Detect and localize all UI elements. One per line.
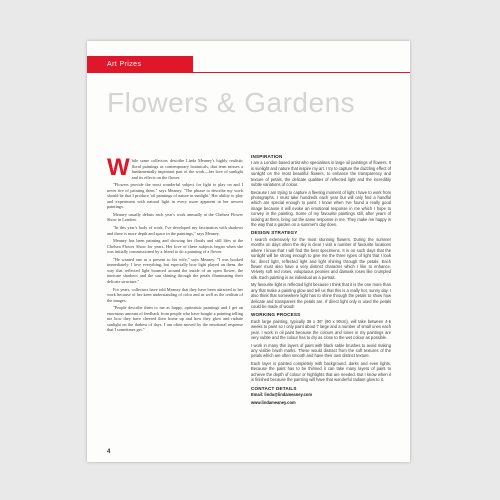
body-paragraph: Because I am trying to capture a fleeting moment of light I have to work from photographs. I must take hundreds each year but will only find a handful which are special enough to paint. I know when I've found a really good image because it will evoke an emotional response in me which I hope to convey in the painting. Some of my favourite paintings still, after years of looking at them, bring out the same response in me. They make me happy in the way that a garden on a summer's day does. — [251, 189, 391, 228]
body-paragraph: Each layer is painted completely with background, darks and even lights. Because the paint has to be thinned it can take many layers of paint to achieve the depth of colour or highlights that are needed. But I know when it is finished because the painting will have that wonderful radiant glow to it. — [251, 360, 391, 383]
contact-email[interactable]: Email: linda@lindameaney.com — [251, 392, 313, 397]
article-headline: Flowers & Gardens — [107, 87, 356, 118]
contact-details-heading: CONTACT DETAILS — [251, 385, 297, 391]
section-tag: Art Prizes — [87, 56, 193, 73]
magazine-page — [87, 41, 410, 462]
body-paragraph: "Flowers provide the most wonderful subject for light to play on and I never tire of painting them," says Meaney. "The phrase to describe my work should be that I produce 'oil paintings of nature in sunlight.' Her ability to play and experiment with natural light in every more apparent in her newest paintings. — [107, 182, 243, 210]
body-paragraph: Meaney usually debuts each year's work annually at the Chelsea Flower Show in London. — [107, 211, 243, 223]
body-paragraph: "In this year's body of work, I've developed my fascination with shadows and there is more depth and space in the paintings," says Meaney. — [107, 225, 243, 236]
body-paragraph: I work in many thin layers of paint with black sable brushes to avoid making any visible brush marks. These would distract from the soft textures of the petals which are often smooth and have their own distinct texture. — [251, 342, 391, 359]
body-paragraph: Meaney has been painting and showing her florals and still lifes at the Chelsea Flower Show for years. Her love of these subjects began when she was initially commissioned by a friend to do a painting of a flower. — [107, 238, 243, 255]
body-paragraph: "People describe them to me as happy, optimistic paintings and I get an enormous amount of feedback from people who have bought a painting telling me how they have cheered their home up and how they glow and radiate sunlight on the darkest of days. I am often moved by the emotional response that I sometimes get." — [107, 305, 243, 333]
inspiration-heading: INSPIRATION — [251, 154, 283, 159]
section-rule — [193, 72, 410, 73]
drop-cap: W — [107, 154, 130, 181]
contact-website[interactable]: www.lindameaney.com — [251, 399, 296, 405]
article-left-column — [107, 154, 243, 335]
lead-paragraph: While some collectors describe Linda Meaney's highly realistic floral paintings as contemporary botanicals, that term misses a fundamentally important part of the work—her love of sunlight and its effects on the flower. — [107, 154, 243, 181]
design-strategy-heading: DESIGN STRATEGY — [251, 230, 298, 236]
body-paragraph: I search extensively for the most stunning flowers. During the summer months on days when the sky is clear I visit a number of favourite locations where I know that I will find the best specimens. It is on such days that the sunlight will be strong enough to give me the three types of light that I look for, direct light, reflected light and light shining through the petals. Each flower must also have a very distinct character which I like to enhance. Velvety soft red roses, voluptuous peonies and damask roses like crumpled silk. Each painting is as individual as a portrait. — [251, 236, 391, 280]
body-paragraph: Each large painting, typically 36 x 36" (90 x 90cm), will take between 4-6 weeks to paint so I only paint about 7 large and a number of small ones each year. I work in oil paint because the colours and tones in my paintings are very subtle and the colour has to dry as close to the wet colour as possible. — [251, 318, 391, 340]
article-right-column — [251, 154, 391, 407]
working-process-heading: WORKING PROCESS — [251, 312, 301, 318]
body-paragraph: My favourite light is reflected light because I think that it is the one more than any that make a painting glow and tell us that this is a really hot, sunny day. I also think that somewhere light has to shine through the petals to show how delicate and transparent the petals are. If direct light only is used the petals could be made of wood! — [251, 282, 391, 309]
page-number: 4 — [107, 449, 111, 455]
body-paragraph: For years, collectors have told Meaney that they have been attracted to her work because of her keen understanding of color and as well as the realism of the images. — [107, 286, 243, 303]
body-paragraph: "He wanted one as a present to his wife," says Meaney. "I was hooked immediately. I love everything, but especially how light played on them, the way that reflected light bounced around the inside of an open flower, the intricate shadows and the sun shining through the petals illuminating their delicate structure." — [107, 256, 243, 284]
body-paragraph: I am a London based artist who specialises in large oil paintings of flowers. It is sunlight and nature that inspire my art. I try to capture the dazzling effect of sunlight on the most beautiful flowers, to enhance the transparency and texture of petals, the delicate qualities of reflected light and the incredibly subtle variations of colour. — [251, 160, 391, 188]
